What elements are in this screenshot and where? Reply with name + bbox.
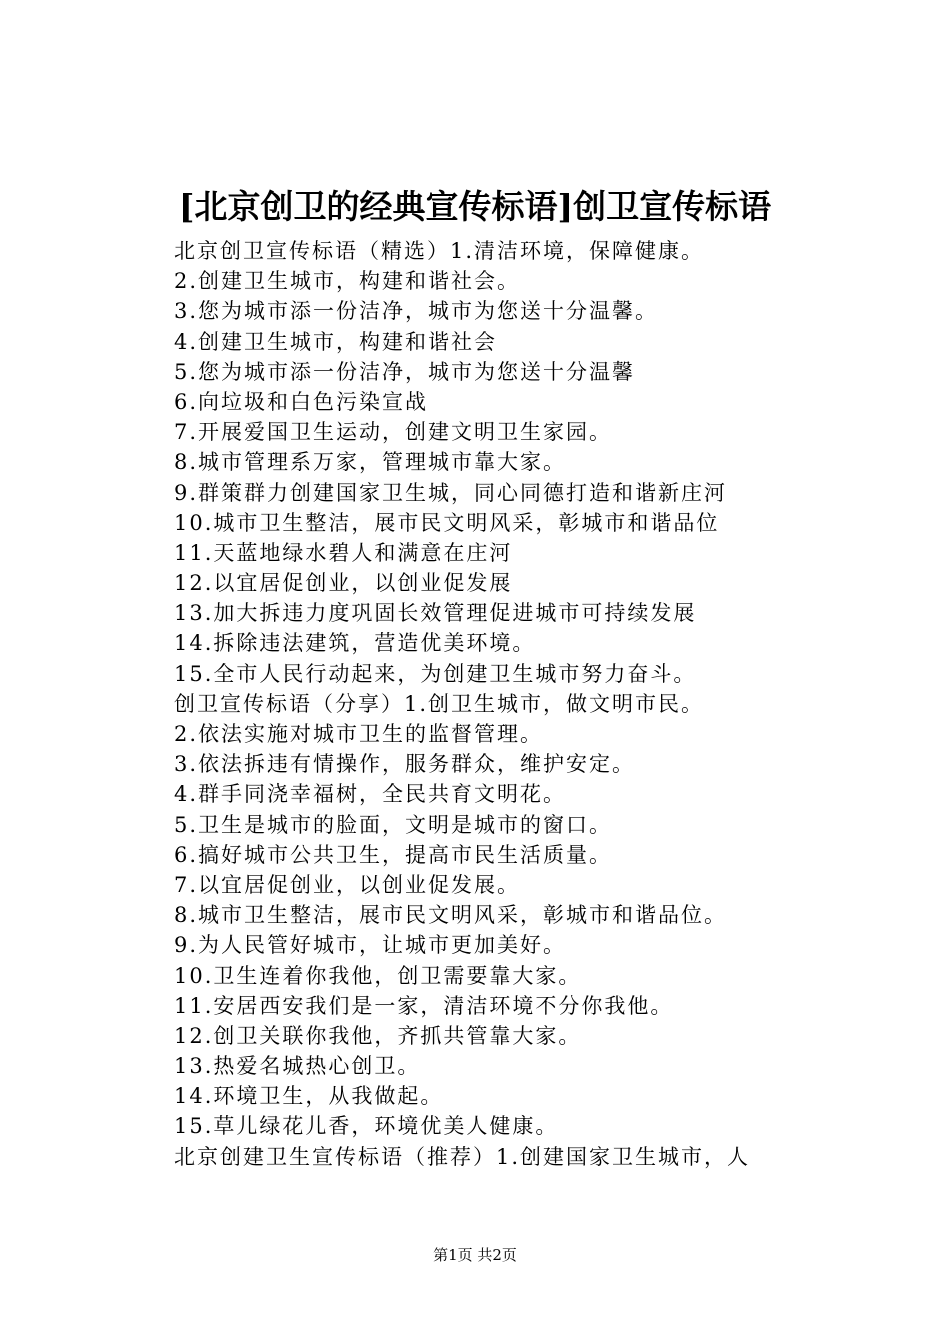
page-footer: 第1页 共2页 xyxy=(433,1246,517,1264)
body-line: 9.为人民管好城市，让城市更加美好。 xyxy=(174,933,567,958)
body-line: 9.群策群力创建国家卫生城，同心同德打造和谐新庄河 xyxy=(174,480,728,505)
body-line: 5.卫生是城市的脸面，文明是城市的窗口。 xyxy=(174,812,613,837)
body-line: 4.创建卫生城市，构建和谐社会 xyxy=(174,329,498,354)
body-line: 4.群手同浇幸福树，全民共育文明花。 xyxy=(174,782,567,807)
body-line: 创卫宣传标语（分享）1.创卫生城市，做文明市民。 xyxy=(174,691,705,716)
body-line: 2.依法实施对城市卫生的监督管理。 xyxy=(174,722,544,746)
body-line: 2.创建卫生城市，构建和谐社会。 xyxy=(174,269,521,294)
body-line: 12.以宜居促创业，以创业促发展 xyxy=(174,571,513,596)
body-line: 北京创卫宣传标语（精选）1.清洁环境，保障健康。 xyxy=(174,239,705,263)
body-line: 10.城市卫生整洁，展市民文明风采，彰城市和谐品位 xyxy=(174,510,720,535)
body-line: 15.草儿绿花儿香，环境优美人健康。 xyxy=(174,1114,559,1139)
document-title: [北京创卫的经典宣传标语]创卫宣传标语 xyxy=(178,187,772,226)
body-line: 5.您为城市添一份洁净，城市为您送十分温馨 xyxy=(174,359,636,384)
body-line: 10.卫生连着你我他，创卫需要靠大家。 xyxy=(174,963,582,988)
body-line: 13.热爱名城热心创卫。 xyxy=(174,1054,421,1079)
body-line: 7.以宜居促创业，以创业促发展。 xyxy=(174,872,521,897)
body-text xyxy=(174,236,854,1172)
body-line: 14.环境卫生，从我做起。 xyxy=(174,1084,444,1109)
body-line: 11.天蓝地绿水碧人和满意在庄河 xyxy=(174,540,513,565)
body-line: 6.向垃圾和白色污染宣战 xyxy=(174,389,429,414)
body-line: 13.加大拆违力度巩固长效管理促进城市可持续发展 xyxy=(174,601,697,626)
body-line: 7.开展爱国卫生运动，创建文明卫生家园。 xyxy=(174,420,613,445)
body-line: 15.全市人民行动起来，为创建卫生城市努力奋斗。 xyxy=(174,661,697,686)
body-line: 8.城市卫生整洁，展市民文明风采，彰城市和谐品位。 xyxy=(174,903,728,928)
body-line: 11.安居西安我们是一家，清洁环境不分你我他。 xyxy=(174,993,674,1018)
body-line: 12.创卫关联你我他，齐抓共管靠大家。 xyxy=(174,1023,582,1048)
body-line: 8.城市管理系万家，管理城市靠大家。 xyxy=(174,450,567,475)
body-line: 6.搞好城市公共卫生，提高市民生活质量。 xyxy=(174,842,613,867)
body-line: 3.依法拆违有情操作，服务群众，维护安定。 xyxy=(174,752,636,777)
body-line: 3.您为城市添一份洁净，城市为您送十分温馨。 xyxy=(174,299,659,324)
body-line: 14.拆除违法建筑，营造优美环境。 xyxy=(174,631,536,656)
body-line: 北京创建卫生宣传标语（推荐）1.创建国家卫生城市，人 xyxy=(174,1144,751,1169)
